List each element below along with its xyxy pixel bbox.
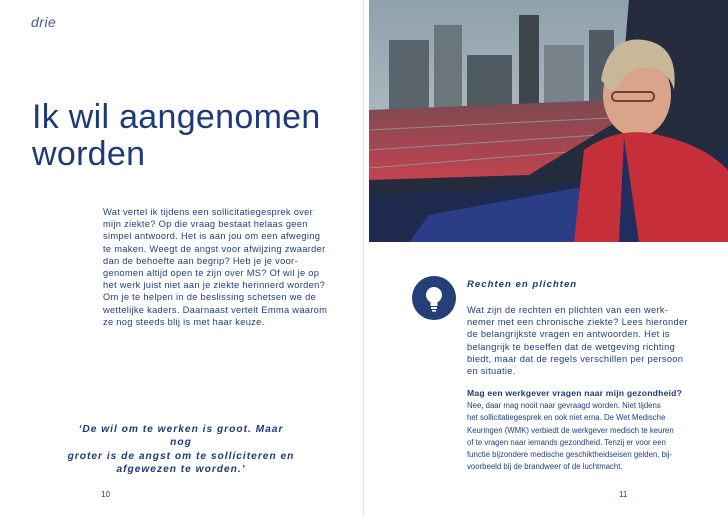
intro-paragraph <box>103 206 335 328</box>
intro-line: Om je te helpen in de beslissing schetsen we de <box>103 292 317 303</box>
intro-line: genomen altijd open te zijn over MS? Of wil je op <box>103 268 320 279</box>
info-line: Wat zijn de rechten en plichten van een werk- <box>467 305 669 315</box>
intro-line: te maken. Weegt de angst voor afwijzing zwaarder <box>103 243 326 254</box>
question-heading: Mag een werkgever vragen naar mijn gezondheid? <box>467 388 683 398</box>
info-line: de belangrijkste vragen en antwoorden. Het is <box>467 329 670 340</box>
info-box-title: Rechten en plichten <box>467 279 578 290</box>
section-label: drie <box>31 14 57 30</box>
answer-line: voorbeeld bij de brandweer of de luchtmacht. <box>467 462 623 472</box>
intro-line: ze nog steeds blij is met haar keuze. <box>103 316 265 327</box>
page-number-right: 11 <box>619 490 628 499</box>
intro-line: wettelijke kaders. Daarnaast vertelt Emma waarom <box>103 304 328 315</box>
page-fold <box>363 0 364 517</box>
answer-text <box>467 400 721 474</box>
quote-line: ‘De wil om te werken is groot. Maar nog <box>78 424 284 449</box>
page-number-left: 10 <box>101 490 110 499</box>
info-line: belangrijk te beseffen dat de wetgeving richting <box>467 341 676 352</box>
answer-line: het sollicitatiegesprek en ook niet erna. De Wet Medische <box>467 413 666 423</box>
info-line: biedt, maar dat de regels verschillen per persoon <box>467 353 684 364</box>
intro-line: Wat vertel ik tijdens een sollicitatiegesprek over <box>103 207 313 217</box>
intro-line: het werk juist niet aan je ziekte herinnerd worden? <box>103 280 326 291</box>
intro-line: dan de behoefte aan begrip? Heb je je voor- <box>103 255 298 266</box>
woman-in-train-photo <box>369 0 728 242</box>
answer-line: of te vragen naar iemands gezondheid. Tenzij er voor een <box>467 437 666 447</box>
lightbulb-icon <box>412 276 456 320</box>
info-box-text <box>467 304 715 377</box>
intro-line: simpel antwoord. Het is aan jou om een afweging <box>103 231 321 242</box>
quote-line: afgewezen te worden.’ <box>116 464 246 476</box>
pull-quote <box>66 423 296 477</box>
page-title: Ik wil aangenomen worden <box>32 98 321 173</box>
info-line: nemer met een chronische ziekte? Lees hieronder <box>467 317 688 328</box>
answer-line: Keuringen (WMK) verbiedt de werkgever medisch te keuren <box>467 425 674 435</box>
info-line: en situatie. <box>467 366 516 377</box>
quote-line: groter is de angst om te solliciteren en <box>67 450 295 462</box>
intro-line: mijn ziekte? Op die vraag bestaat helaas geen <box>103 219 308 230</box>
answer-line: Nee, daar mag nooit naar gevraagd worden. Niet tijdens <box>467 401 661 410</box>
answer-line: functie bijzondere medische geschiktheidseisen gelden, bij- <box>467 450 673 460</box>
